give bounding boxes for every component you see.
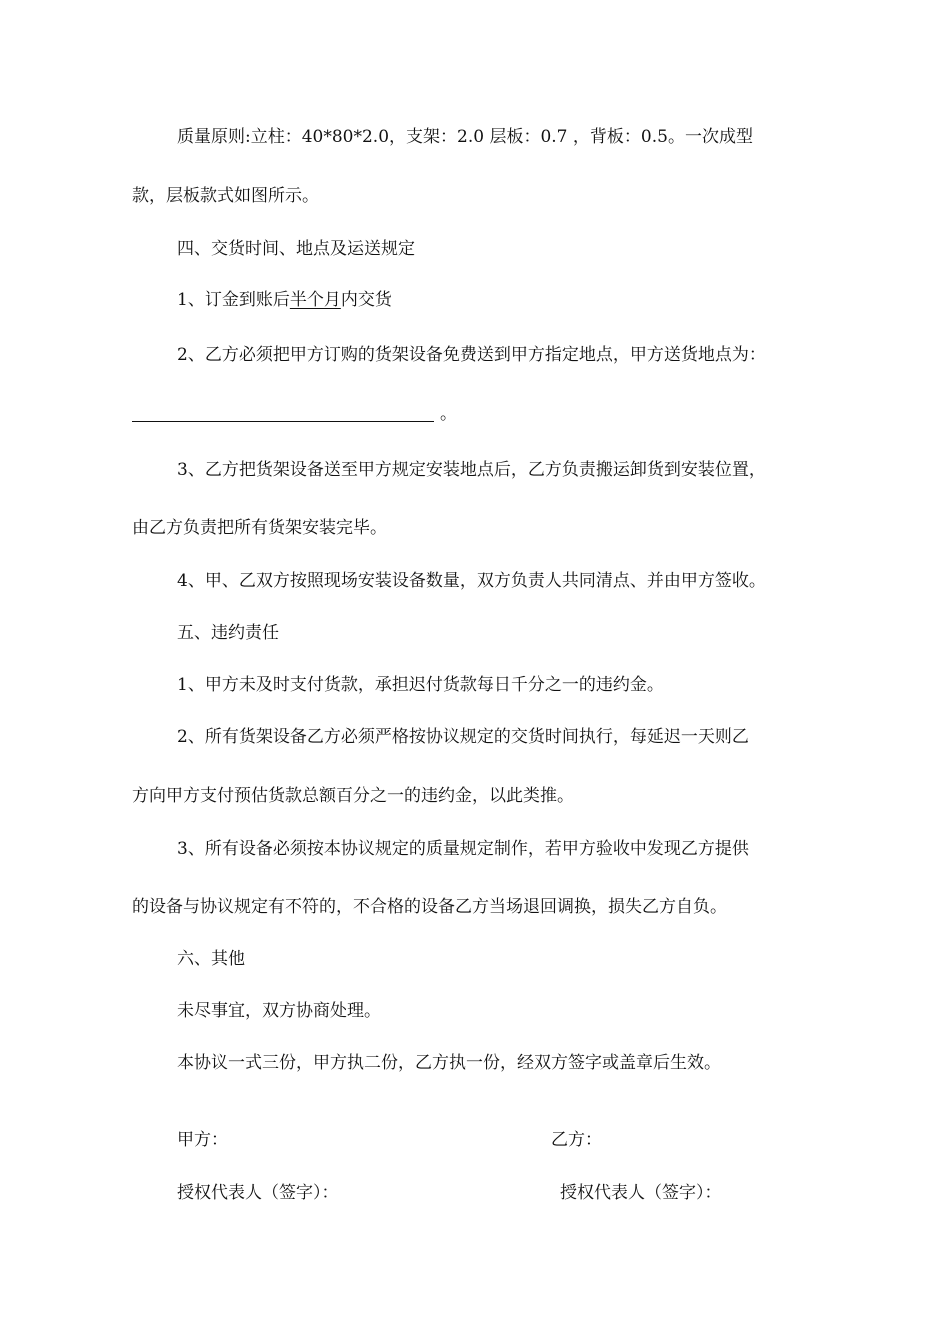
section-6-line-2: 本协议一式三份，甲方执二份，乙方执一份，经双方签字或盖章后生效。 <box>177 1053 721 1073</box>
section-4-item-1 <box>177 288 392 312</box>
section-4-item-2-line-1: 2、乙方必须把甲方订购的货架设备免费送到甲方指定地点，甲方送货地点为： <box>177 345 766 365</box>
delivery-address-end: 。 <box>440 404 457 424</box>
section-4-heading: 四、交货时间、地点及运送规定 <box>177 239 415 259</box>
section-5-item-2-line-2: 方向甲方支付预估货款总额百分之一的违约金，以此类推。 <box>132 786 574 806</box>
section-5-item-2-line-1: 2、所有货架设备乙方必须严格按协议规定的交货时间执行，每延迟一天则乙 <box>177 727 749 747</box>
party-b-label: 乙方： <box>551 1130 602 1150</box>
section-5-heading: 五、违约责任 <box>177 623 279 643</box>
item-1-suffix: 内交货 <box>340 290 392 310</box>
delivery-period: 半个月 <box>289 290 341 310</box>
section-4-item-3-line-1: 3、乙方把货架设备送至甲方规定安装地点后，乙方负责搬运卸货到安装位置， <box>177 460 766 480</box>
item-1-prefix: 1、订金到账后 <box>177 290 290 310</box>
section-6-line-1: 未尽事宜，双方协商处理。 <box>177 1001 381 1021</box>
section-5-item-3-line-2: 的设备与协议规定有不符的，不合格的设备乙方当场退回调换，损失乙方自负。 <box>132 897 727 917</box>
party-a-label: 甲方： <box>177 1130 228 1150</box>
section-5-item-1: 1、甲方未及时支付货款，承担迟付货款每日千分之一的违约金。 <box>177 675 664 695</box>
section-5-item-3-line-1: 3、所有设备必须按本协议规定的质量规定制作，若甲方验收中发现乙方提供 <box>177 839 749 859</box>
party-b-representative: 授权代表人（签字）： <box>560 1183 722 1203</box>
section-4-item-3-line-2: 由乙方负责把所有货架安装完毕。 <box>132 518 387 538</box>
quality-line-2: 款，层板款式如图所示。 <box>132 186 319 206</box>
delivery-address-blank <box>132 421 434 422</box>
section-6-heading: 六、其他 <box>177 949 245 969</box>
section-4-item-4: 4、甲、乙双方按照现场安装设备数量，双方负责人共同清点、并由甲方签收。 <box>177 571 766 591</box>
party-a-representative: 授权代表人（签字）： <box>177 1183 339 1203</box>
quality-line-1: 质量原则:立柱：40*80*2.0，支架：2.0 层板：0.7 ，背板：0.5。一次成型 <box>177 127 753 147</box>
